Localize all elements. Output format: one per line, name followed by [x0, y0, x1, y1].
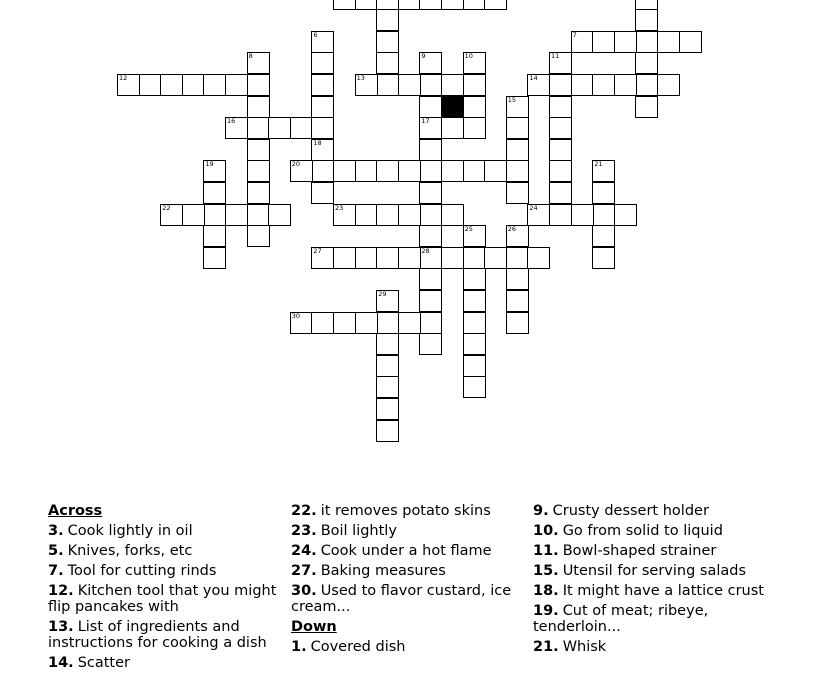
crossword-cell[interactable] [549, 117, 572, 139]
clue-item [533, 543, 773, 559]
crossword-cell[interactable] [463, 247, 486, 269]
crossword-cell[interactable] [657, 31, 680, 53]
crossword-cell[interactable] [333, 160, 356, 182]
crossword-cell[interactable] [506, 139, 529, 161]
crossword-cell[interactable] [376, 0, 399, 10]
clues-column-3 [533, 503, 773, 659]
crossword-cell[interactable] [419, 139, 442, 161]
clue-item [533, 563, 773, 579]
clue-item [48, 583, 288, 615]
crossword-cell[interactable] [376, 9, 399, 31]
crossword-cell[interactable] [398, 247, 421, 269]
clue-text: Covered dish [310, 639, 406, 655]
clue-item [533, 523, 773, 539]
crossword-cell[interactable] [398, 160, 421, 182]
clue-number: 10. [533, 523, 559, 539]
crossword-cell[interactable] [376, 52, 399, 74]
clue-item [48, 523, 288, 539]
crossword-cell[interactable] [311, 96, 334, 118]
crossword-cell[interactable] [463, 312, 486, 334]
crossword-cell[interactable] [203, 74, 226, 96]
crossword-cell[interactable] [463, 355, 486, 377]
crossword-cell[interactable] [463, 117, 486, 139]
crossword-cell[interactable] [311, 74, 334, 96]
crossword-cell[interactable] [463, 376, 486, 398]
crossword-cell[interactable] [398, 74, 421, 96]
clue-number-label: 6 [313, 30, 318, 39]
crossword-cell[interactable] [657, 74, 680, 96]
crossword-cell[interactable] [592, 31, 615, 53]
clue-text: Scatter [77, 655, 131, 671]
crossword-cell[interactable] [247, 182, 270, 204]
clue-text: It might have a lattice crust [562, 583, 764, 599]
across-heading: Across [48, 503, 103, 519]
clue-item [48, 563, 288, 579]
crossword-cell[interactable] [463, 0, 486, 10]
crossword-cell[interactable] [506, 312, 529, 334]
clue-number-label: 17 [421, 117, 430, 126]
crossword-cell[interactable] [506, 290, 529, 312]
clue-text: Whisk [562, 639, 607, 655]
clue-text: List of ingredients and instructions for cooking a dish [48, 619, 267, 651]
clue-number: 15. [533, 563, 559, 579]
clue-text: Tool for cutting rinds [67, 563, 217, 579]
clue-item [48, 619, 288, 651]
crossword-cell[interactable] [592, 182, 615, 204]
clue-text: Baking measures [320, 563, 446, 579]
clue-item [48, 655, 288, 671]
clue-item [291, 543, 531, 559]
clue-number-label: 12 [119, 73, 128, 82]
clue-number-label: 13 [356, 73, 365, 82]
crossword-cell[interactable] [268, 204, 291, 226]
crossword-cell[interactable] [419, 204, 442, 226]
clue-item [533, 639, 773, 655]
clue-number: 1. [291, 639, 307, 655]
crossword-cell[interactable] [506, 268, 529, 290]
clue-number: 12. [48, 583, 74, 599]
crossword-cell[interactable] [398, 204, 421, 226]
crossword-cell[interactable] [247, 204, 270, 226]
clue-text: Knives, forks, etc [67, 543, 193, 559]
crossword-cell[interactable] [225, 74, 248, 96]
black-square [441, 96, 464, 118]
crossword-cell[interactable] [549, 160, 572, 182]
clue-number-label: 10 [464, 52, 473, 61]
crossword-cell[interactable] [592, 247, 615, 269]
clue-number: 18. [533, 583, 559, 599]
clue-text: Crusty dessert holder [552, 503, 709, 519]
clue-text: Boil lightly [320, 523, 397, 539]
crossword-cell[interactable] [419, 312, 442, 334]
clue-item [48, 543, 288, 559]
crossword-cell[interactable] [549, 96, 572, 118]
down-heading: Down [291, 619, 337, 635]
clue-number-label: 29 [378, 289, 387, 298]
crossword-cell[interactable] [247, 160, 270, 182]
crossword-cell[interactable] [463, 74, 486, 96]
crossword-cell[interactable] [225, 204, 248, 226]
crossword-cell[interactable] [203, 247, 226, 269]
crossword-cell[interactable] [419, 0, 442, 10]
crossword-cell[interactable] [419, 160, 442, 182]
crossword-cell[interactable] [355, 0, 378, 10]
crossword-cell[interactable] [247, 96, 270, 118]
crossword-cell[interactable] [311, 160, 334, 182]
crossword-cell[interactable] [484, 0, 507, 10]
crossword-cell[interactable] [311, 312, 334, 334]
crossword-cell[interactable] [419, 74, 442, 96]
crossword-cell[interactable] [614, 204, 637, 226]
crossword-cell[interactable] [182, 204, 205, 226]
crossword-cell[interactable] [333, 312, 356, 334]
crossword-cell[interactable] [549, 139, 572, 161]
crossword-cell[interactable] [441, 117, 464, 139]
crossword-cell[interactable] [592, 225, 615, 247]
crossword-cell[interactable] [592, 204, 615, 226]
crossword-cell[interactable] [311, 52, 334, 74]
clue-number: 7. [48, 563, 64, 579]
crossword-cell[interactable] [268, 117, 291, 139]
clue-number-label: 19 [205, 160, 214, 169]
crossword-cell[interactable] [635, 74, 658, 96]
clue-number-label: 24 [529, 203, 538, 212]
crossword-cell[interactable] [290, 117, 313, 139]
clues-column-2 [291, 503, 531, 659]
clue-number: 9. [533, 503, 549, 519]
crossword-cell[interactable] [549, 204, 572, 226]
crossword-cell[interactable] [441, 160, 464, 182]
clue-number-label: 28 [421, 246, 430, 255]
crossword-cell[interactable] [376, 204, 399, 226]
crossword-cell[interactable] [571, 74, 594, 96]
crossword-cell[interactable] [614, 31, 637, 53]
clue-text: Kitchen tool that you might flip pancakes with [48, 583, 277, 615]
clue-item [291, 563, 531, 579]
crossword-cell[interactable] [679, 31, 702, 53]
clue-number-label: 25 [464, 225, 473, 234]
crossword-cell[interactable] [635, 0, 658, 10]
clue-number-label: 27 [313, 246, 322, 255]
crossword-cell[interactable] [376, 420, 399, 442]
crossword-cell[interactable] [635, 96, 658, 118]
crossword-cell[interactable] [506, 160, 529, 182]
crossword-cell[interactable] [376, 31, 399, 53]
clue-item [533, 583, 773, 599]
clue-number: 27. [291, 563, 317, 579]
crossword-cell[interactable] [203, 204, 226, 226]
clue-number-label: 9 [421, 52, 426, 61]
crossword-cell[interactable] [419, 182, 442, 204]
clue-number-label: 18 [313, 138, 322, 147]
clue-number: 24. [291, 543, 317, 559]
crossword-cell[interactable] [441, 0, 464, 10]
clue-number-label: 7 [572, 30, 577, 39]
crossword-cell[interactable] [376, 355, 399, 377]
crossword-cell[interactable] [549, 182, 572, 204]
crossword-cell[interactable] [635, 31, 658, 53]
clue-number: 19. [533, 603, 559, 619]
crossword-cell[interactable] [484, 160, 507, 182]
clue-number: 13. [48, 619, 74, 635]
clue-number-label: 11 [551, 52, 560, 61]
clue-number-label: 23 [335, 203, 344, 212]
crossword-cell[interactable] [419, 333, 442, 355]
crossword-cell[interactable] [463, 268, 486, 290]
crossword-cell[interactable] [506, 117, 529, 139]
crossword-cell[interactable] [311, 182, 334, 204]
crossword-cell[interactable] [160, 74, 183, 96]
crossword-cell[interactable] [247, 225, 270, 247]
crossword-cell[interactable] [463, 290, 486, 312]
clue-number: 3. [48, 523, 64, 539]
crossword-cell[interactable] [527, 247, 550, 269]
clue-number-label: 21 [594, 160, 603, 169]
clue-number-label: 8 [248, 52, 253, 61]
crossword-cell[interactable] [419, 268, 442, 290]
crossword-cell[interactable] [355, 204, 378, 226]
clue-item [533, 603, 773, 635]
clue-text: Utensil for serving salads [562, 563, 747, 579]
crossword-cell[interactable] [311, 117, 334, 139]
crossword-cell[interactable] [376, 247, 399, 269]
crossword-cell[interactable] [355, 247, 378, 269]
clue-text: Go from solid to liquid [562, 523, 723, 539]
crossword-cell[interactable] [182, 74, 205, 96]
crossword-cell[interactable] [203, 182, 226, 204]
crossword-cell[interactable] [333, 247, 356, 269]
crossword-cell[interactable] [635, 9, 658, 31]
crossword-cell[interactable] [463, 333, 486, 355]
crossword-cell[interactable] [441, 204, 464, 226]
clue-number: 5. [48, 543, 64, 559]
clue-item [291, 639, 531, 655]
crossword-cell[interactable] [203, 225, 226, 247]
crossword-cell[interactable] [247, 139, 270, 161]
clue-number: 30. [291, 583, 317, 599]
crossword-cell[interactable] [376, 160, 399, 182]
crossword-cell[interactable] [355, 160, 378, 182]
clue-number-label: 30 [291, 311, 301, 320]
crossword-cell[interactable] [376, 74, 399, 96]
crossword-cell[interactable] [463, 96, 486, 118]
crossword-cell[interactable] [635, 52, 658, 74]
clue-text: Bowl-shaped strainer [562, 543, 717, 559]
clue-number-label: 22 [162, 203, 171, 212]
clue-number: 21. [533, 639, 559, 655]
clue-number: 11. [533, 543, 559, 559]
crossword-cell[interactable] [398, 0, 421, 10]
clues-column-1 [48, 503, 288, 675]
clue-number: 23. [291, 523, 317, 539]
clue-item [291, 583, 531, 615]
crossword-cell[interactable] [506, 182, 529, 204]
clue-number: 14. [48, 655, 74, 671]
clue-number-label: 14 [529, 73, 538, 82]
clue-number: 22. [291, 503, 317, 519]
crossword-cell[interactable] [484, 247, 507, 269]
crossword-cell[interactable] [506, 247, 529, 269]
crossword-cell[interactable] [376, 376, 399, 398]
crossword-cell[interactable] [333, 0, 356, 10]
clue-text: it removes potato skins [320, 503, 491, 519]
crossword-cell[interactable] [441, 247, 464, 269]
crossword-cell[interactable] [376, 398, 399, 420]
clue-text: Cut of meat; ribeye, tenderloin... [533, 603, 709, 635]
crossword-cell[interactable] [571, 204, 594, 226]
crossword-cell[interactable] [376, 333, 399, 355]
crossword-cell[interactable] [419, 290, 442, 312]
clue-item [533, 503, 773, 519]
crossword-cell[interactable] [247, 74, 270, 96]
crossword-cell[interactable] [441, 74, 464, 96]
clue-number-label: 20 [291, 160, 301, 169]
crossword-cell[interactable] [139, 74, 162, 96]
crossword-cell[interactable] [592, 74, 615, 96]
crossword-cell[interactable] [463, 160, 486, 182]
clue-number-label: 16 [227, 117, 236, 126]
crossword-cell[interactable] [398, 312, 421, 334]
crossword-cell[interactable] [614, 74, 637, 96]
clue-text: Cook lightly in oil [67, 523, 193, 539]
crossword-cell[interactable] [376, 312, 399, 334]
crossword-cell[interactable] [549, 74, 572, 96]
clue-text: Cook under a hot flame [320, 543, 492, 559]
crossword-cell[interactable] [419, 225, 442, 247]
clue-number-label: 15 [507, 95, 517, 104]
clue-item [291, 503, 531, 519]
clue-item [291, 523, 531, 539]
crossword-cell[interactable] [247, 117, 270, 139]
crossword-cell[interactable] [419, 96, 442, 118]
crossword-cell[interactable] [355, 312, 378, 334]
clue-text: Used to flavor custard, ice cream... [291, 583, 512, 615]
clue-number-label: 26 [507, 225, 517, 234]
